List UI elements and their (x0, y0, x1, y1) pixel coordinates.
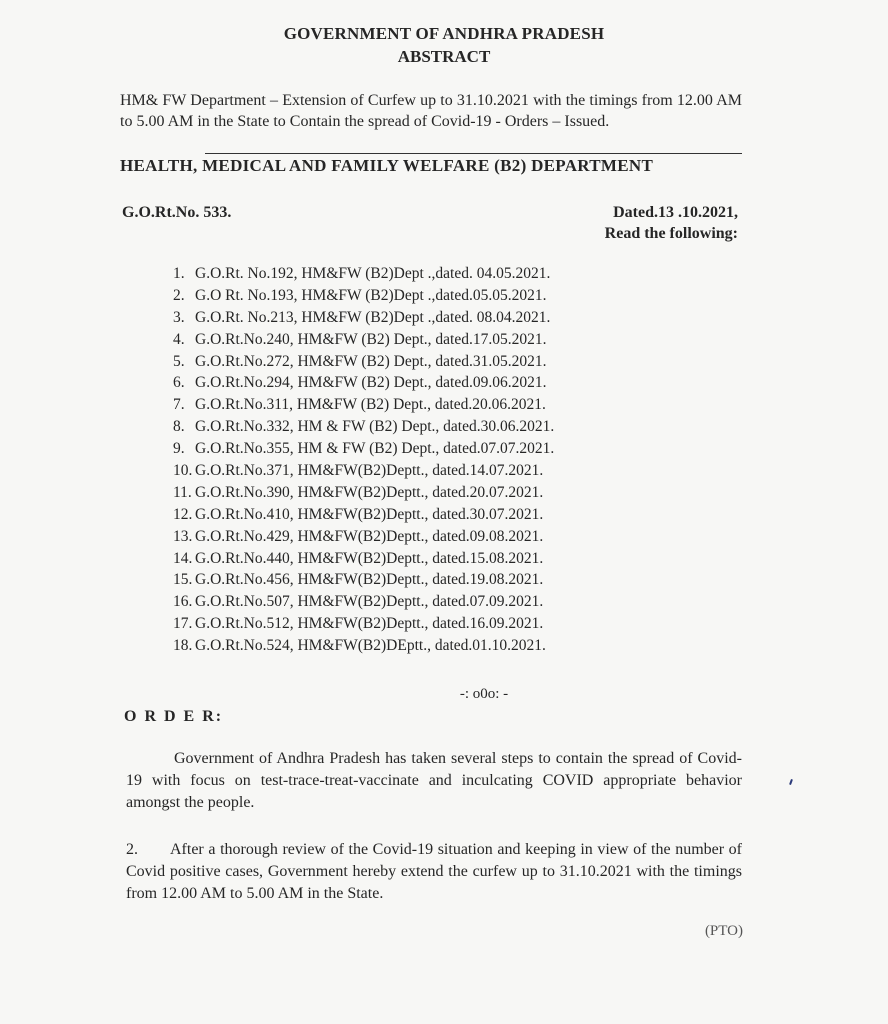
reference-text: G.O.Rt.No.294, HM&FW (B2) Dept., dated.09.06.2021. (195, 374, 547, 392)
reference-text: G.O.Rt.No.355, HM & FW (B2) Dept., dated.07.07.2021. (195, 440, 555, 458)
reference-number: 5. (173, 352, 185, 370)
department-heading: HEALTH, MEDICAL AND FAMILY WELFARE (B2) DEPARTMENT (120, 156, 654, 175)
reference-number: 17. (173, 615, 193, 633)
ink-mark (789, 779, 793, 785)
reference-item (173, 460, 554, 482)
reference-text: G.O.Rt.No.524, HM&FW(B2)DEptt., dated.01.10.2021. (195, 637, 546, 655)
reference-text: G.O.Rt.No.311, HM&FW (B2) Dept., dated.20.06.2021. (195, 396, 546, 414)
paragraph-number: 2. (126, 841, 138, 858)
reference-item (173, 394, 554, 416)
reference-text: G.O.Rt.No.429, HM&FW(B2)Deptt., dated.09.08.2021. (195, 527, 544, 545)
read-following-label: Read the following: (604, 225, 738, 242)
reference-item (173, 526, 554, 548)
document-title: GOVERNMENT OF ANDHRA PRADESH (283, 24, 605, 43)
reference-number: 14. (173, 549, 193, 567)
reference-text: G.O.Rt.No.272, HM&FW (B2) Dept., dated.31.05.2021. (195, 352, 547, 370)
section-separator: -: o0o: - (459, 686, 509, 702)
reference-number: 18. (173, 637, 193, 655)
reference-list (173, 263, 554, 657)
reference-text: G.O.Rt.No.390, HM&FW(B2)Deptt., dated.20.07.2021. (195, 483, 544, 501)
reference-item (173, 307, 554, 329)
go-number: G.O.Rt.No. 533. (122, 204, 232, 221)
reference-item (173, 482, 554, 504)
reference-number: 3. (173, 308, 185, 326)
subject-divider (205, 153, 742, 154)
reference-number: 13. (173, 527, 193, 545)
reference-item (173, 329, 554, 351)
abstract-heading: ABSTRACT (397, 47, 491, 66)
reference-text: G.O.Rt.No.440, HM&FW(B2)Deptt., dated.15.08.2021. (195, 549, 544, 567)
order-paragraph-1: Government of Andhra Pradesh has taken several steps to contain the spread of Covid-19 with focus on test-trace-treat-vaccinate and inculcating COVID appropriate behavior amongst the people. (126, 750, 742, 811)
reference-number: 1. (173, 265, 185, 282)
pto-marker: (PTO) (704, 923, 743, 939)
reference-number: 11. (173, 483, 192, 501)
reference-number: 15. (173, 571, 193, 589)
reference-number: 9. (173, 440, 185, 458)
subject-text: HM& FW Department – Extension of Curfew up to 31.10.2021 with the timings from 12.00 AM to 5.00 AM in the State to Contain the spread of Covid-19 - Orders – Issued. (120, 92, 742, 130)
paragraph-2-text: After a thorough review of the Covid-19 situation and keeping in view of the number of Covid positive cases, Government hereby extend the curfew up to 31.10.2021 with the timings from 12.00 AM to 5.00 AM in the State. (126, 841, 742, 902)
reference-text: G.O.Rt.No.512, HM&FW(B2)Deptt., dated.16.09.2021. (195, 615, 544, 633)
reference-text: G.O.Rt.No.410, HM&FW(B2)Deptt., dated.30.07.2021. (195, 505, 544, 523)
reference-text: G.O.Rt.No.371, HM&FW(B2)Deptt., dated.14.07.2021. (195, 462, 544, 480)
reference-number: 10. (173, 462, 193, 480)
reference-item (173, 635, 554, 657)
reference-number: 8. (173, 418, 185, 436)
reference-text: G.O.Rt.No.240, HM&FW (B2) Dept., dated.17.05.2021. (195, 330, 547, 348)
reference-item (173, 613, 554, 635)
reference-item (173, 438, 554, 460)
reference-item (173, 591, 554, 613)
reference-item (173, 372, 554, 394)
reference-text: G.O.Rt. No.213, HM&FW (B2)Dept .,dated. 08.04.2021. (195, 308, 551, 326)
reference-item (173, 504, 554, 526)
reference-number: 16. (173, 593, 193, 611)
reference-number: 12. (173, 505, 193, 523)
reference-text: G.O.Rt. No.192, HM&FW (B2)Dept .,dated. 04.05.2021. (195, 265, 551, 282)
reference-item (173, 351, 554, 373)
reference-text: G.O.Rt.No.456, HM&FW(B2)Deptt., dated.19.08.2021. (195, 571, 544, 589)
reference-number: 6. (173, 374, 185, 392)
reference-number: 2. (173, 286, 185, 304)
reference-text: G.O.Rt.No.332, HM & FW (B2) Dept., dated.30.06.2021. (195, 418, 555, 436)
reference-item (173, 285, 554, 307)
order-paragraph-2 (126, 839, 742, 905)
order-date: Dated.13 .10.2021, (613, 204, 738, 221)
reference-item (173, 548, 554, 570)
reference-text: G.O Rt. No.193, HM&FW (B2)Dept .,dated.05.05.2021. (195, 286, 547, 304)
reference-number: 4. (173, 330, 185, 348)
order-heading: O R D E R: (124, 708, 224, 725)
reference-item (173, 263, 554, 285)
reference-number: 7. (173, 396, 185, 414)
reference-text: G.O.Rt.No.507, HM&FW(B2)Deptt., dated.07.09.2021. (195, 593, 544, 611)
reference-item (173, 569, 554, 591)
reference-item (173, 416, 554, 438)
